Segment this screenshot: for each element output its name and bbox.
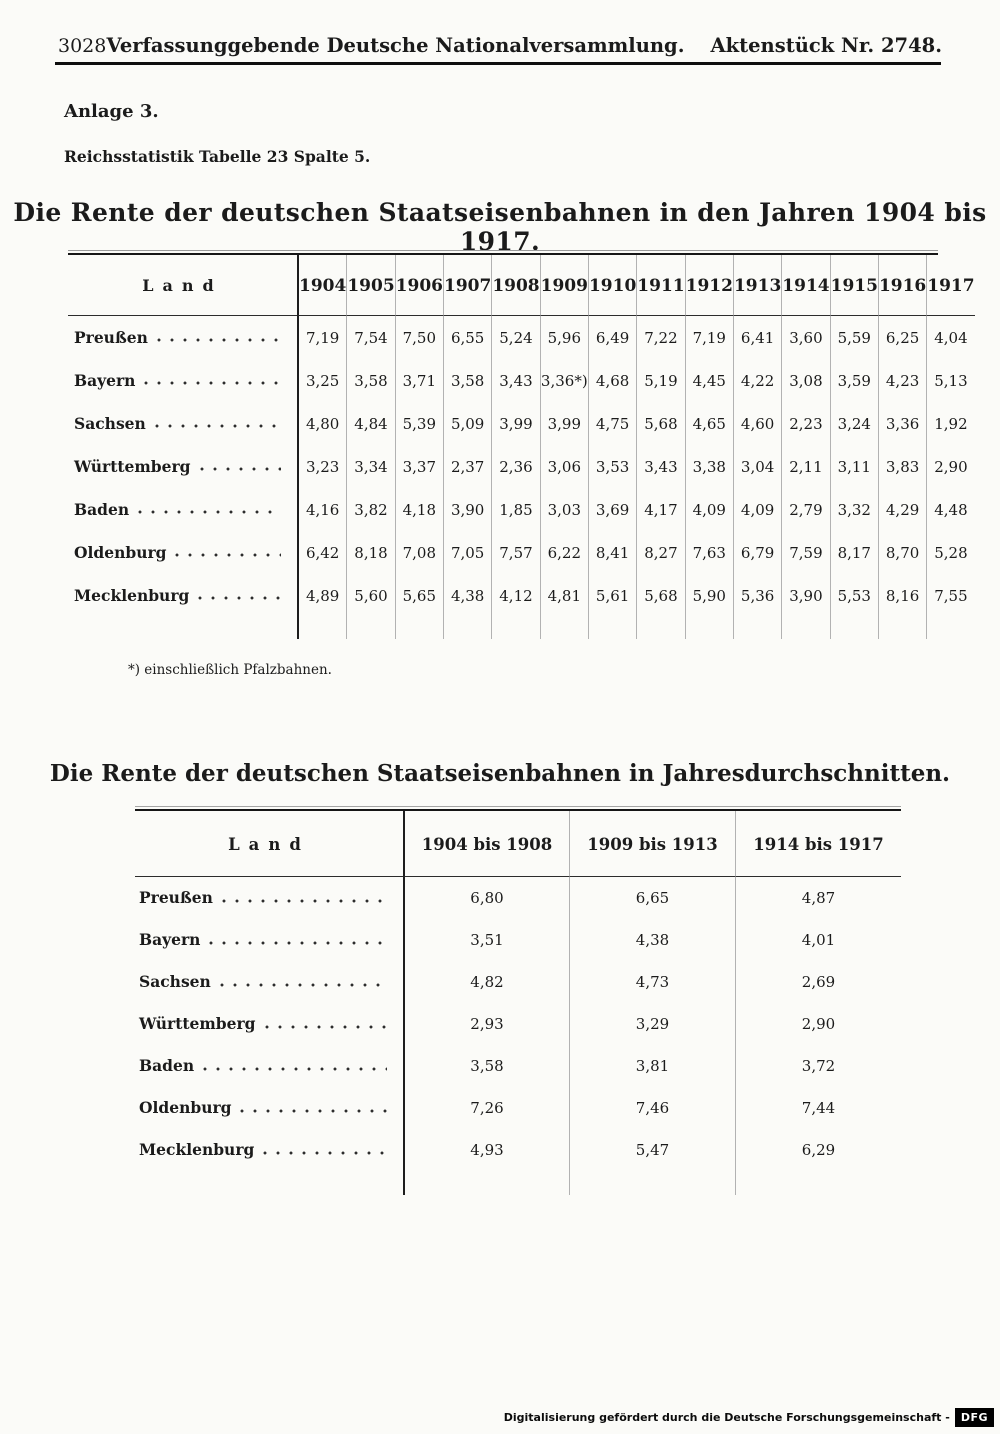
table1-footnote: *) einschließlich Pfalzbahnen. <box>128 662 332 678</box>
table1-cell: 3,43 <box>636 445 684 488</box>
table2-spacer <box>735 1171 901 1195</box>
table1-row-land <box>68 574 297 617</box>
dot-leader <box>175 553 281 557</box>
table1-year-header: 1906 <box>395 255 443 316</box>
table2 <box>135 806 901 1195</box>
table1-cell: 6,42 <box>297 531 346 574</box>
table1-cell: 3,58 <box>346 359 394 402</box>
table1-cell: 3,82 <box>346 488 394 531</box>
table2-cell: 6,65 <box>569 877 735 919</box>
table2-cell: 4,73 <box>569 961 735 1003</box>
land-label: Preußen <box>74 328 148 347</box>
table1-year-header: 1917 <box>926 255 974 316</box>
table1-year-header: 1905 <box>346 255 394 316</box>
table2-cell: 4,01 <box>735 919 901 961</box>
table1-spacer <box>540 617 588 639</box>
table1-cell: 4,65 <box>685 402 733 445</box>
dot-leader <box>240 1109 387 1113</box>
table1-cell: 2,79 <box>781 488 829 531</box>
land-label: Baden <box>139 1056 195 1075</box>
table2-title: Die Rente der deutschen Staatseisenbahnen in Jahresdurchschnitten. <box>49 760 951 787</box>
table1-year-header: 1916 <box>878 255 926 316</box>
table1-cell: 4,45 <box>685 359 733 402</box>
table2-cell: 4,93 <box>403 1129 569 1171</box>
table2-cell: 4,87 <box>735 877 901 919</box>
table1-cell: 5,24 <box>491 316 539 359</box>
table1-cell: 2,11 <box>781 445 829 488</box>
table2-cell: 3,29 <box>569 1003 735 1045</box>
table1-cell: 3,71 <box>395 359 443 402</box>
table2-spacer <box>569 1171 735 1195</box>
land-label: Bayern <box>139 930 201 949</box>
table1-cell: 4,23 <box>878 359 926 402</box>
land-label: Württemberg <box>139 1014 256 1033</box>
table1-cell: 3,24 <box>830 402 878 445</box>
table2-cell: 3,58 <box>403 1045 569 1087</box>
table1-cell: 4,29 <box>878 488 926 531</box>
running-head-title <box>107 34 943 57</box>
dot-leader <box>138 510 281 514</box>
table1-cell: 3,58 <box>443 359 491 402</box>
table1-spacer <box>395 617 443 639</box>
table1-cell: 4,16 <box>297 488 346 531</box>
table1-spacer <box>685 617 733 639</box>
table1-year-header: 1912 <box>685 255 733 316</box>
table1-cell: 4,48 <box>926 488 974 531</box>
table1-cell: 5,61 <box>588 574 636 617</box>
table1-row-land <box>68 402 297 445</box>
table2-spacer <box>403 1171 569 1195</box>
table1-cell: 6,79 <box>733 531 781 574</box>
table2-cell: 6,29 <box>735 1129 901 1171</box>
table1-spacer <box>297 617 346 639</box>
table1-spacer <box>636 617 684 639</box>
table1-cell: 7,57 <box>491 531 539 574</box>
table1-row-land <box>68 488 297 531</box>
table1-spacer <box>588 617 636 639</box>
dot-leader <box>265 1025 388 1029</box>
dot-leader <box>144 381 281 385</box>
table1-cell: 4,04 <box>926 316 974 359</box>
table1-cell: 4,81 <box>540 574 588 617</box>
table1-cell: 8,16 <box>878 574 926 617</box>
table1-grid <box>68 253 975 639</box>
document-number: Aktenstück Nr. 2748. <box>710 34 942 57</box>
table1-year-header: 1908 <box>491 255 539 316</box>
table2-period-header: 1909 bis 1913 <box>569 811 735 877</box>
table1-cell: 8,41 <box>588 531 636 574</box>
table1-cell: 8,18 <box>346 531 394 574</box>
table1-cell: 7,50 <box>395 316 443 359</box>
table2-cell: 2,90 <box>735 1003 901 1045</box>
assembly-title: Verfassunggebende Deutsche Nationalversammlung. <box>106 34 685 57</box>
annex-label: Anlage 3. <box>64 101 159 122</box>
table1-cell: 3,37 <box>395 445 443 488</box>
table1-spacer <box>878 617 926 639</box>
table2-grid <box>135 809 901 1195</box>
table1-cell: 7,22 <box>636 316 684 359</box>
land-label: Baden <box>74 500 130 519</box>
table1-row-land <box>68 359 297 402</box>
table2-spacer <box>135 1171 403 1195</box>
page-number: 3028 <box>58 35 107 57</box>
table1-cell: 5,36 <box>733 574 781 617</box>
dot-leader <box>157 338 281 342</box>
table1-year-header: 1911 <box>636 255 684 316</box>
land-label: Preußen <box>139 888 213 907</box>
table1-cell: 2,37 <box>443 445 491 488</box>
table1-cell: 3,03 <box>540 488 588 531</box>
table2-row-land <box>135 1003 403 1045</box>
dot-leader <box>198 596 281 600</box>
table1-cell: 7,54 <box>346 316 394 359</box>
land-label: Sachsen <box>139 972 211 991</box>
table1-cell: 4,18 <box>395 488 443 531</box>
table1-spacer <box>346 617 394 639</box>
table2-period-header: 1914 bis 1917 <box>735 811 901 877</box>
table1-year-header: 1904 <box>297 255 346 316</box>
land-label: Mecklenburg <box>139 1140 255 1159</box>
table1-cell: 5,90 <box>685 574 733 617</box>
table1-cell: 2,36 <box>491 445 539 488</box>
table1-cell: 3,38 <box>685 445 733 488</box>
table2-cell: 3,72 <box>735 1045 901 1087</box>
table1-cell: 7,08 <box>395 531 443 574</box>
table1-cell: 5,53 <box>830 574 878 617</box>
table2-row-land <box>135 1129 403 1171</box>
table2-row-land <box>135 1045 403 1087</box>
table1-row-land <box>68 316 297 359</box>
table2-cell: 2,69 <box>735 961 901 1003</box>
table2-row-land <box>135 877 403 919</box>
land-label: Bayern <box>74 371 136 390</box>
table1-cell: 4,38 <box>443 574 491 617</box>
table1-cell: 4,22 <box>733 359 781 402</box>
table1-cell: 3,83 <box>878 445 926 488</box>
table1-cell: 3,43 <box>491 359 539 402</box>
table2-period-header: 1904 bis 1908 <box>403 811 569 877</box>
table1-cell: 6,49 <box>588 316 636 359</box>
table1-year-header: 1913 <box>733 255 781 316</box>
table1-year-header: 1910 <box>588 255 636 316</box>
table1-cell: 2,90 <box>926 445 974 488</box>
table1-spacer <box>491 617 539 639</box>
table1-cell: 1,85 <box>491 488 539 531</box>
table2-cell: 4,38 <box>569 919 735 961</box>
table1-year-header: 1915 <box>830 255 878 316</box>
dfg-logo: DFG <box>955 1408 994 1427</box>
table1-cell: 3,25 <box>297 359 346 402</box>
land-label: Mecklenburg <box>74 586 190 605</box>
table2-cell: 2,93 <box>403 1003 569 1045</box>
table1-cell: 5,28 <box>926 531 974 574</box>
source-note: Reichsstatistik Tabelle 23 Spalte 5. <box>64 147 371 166</box>
table1-cell: 5,68 <box>636 402 684 445</box>
table1-spacer <box>443 617 491 639</box>
digitization-credit <box>504 1408 994 1427</box>
table1-cell: 3,32 <box>830 488 878 531</box>
table1-cell: 8,17 <box>830 531 878 574</box>
table1-cell: 4,60 <box>733 402 781 445</box>
table1-spacer <box>68 617 297 639</box>
table1-cell: 5,65 <box>395 574 443 617</box>
table1-cell: 5,13 <box>926 359 974 402</box>
table1-cell: 4,75 <box>588 402 636 445</box>
dot-leader <box>263 1151 387 1155</box>
table1-cell: 5,39 <box>395 402 443 445</box>
table1-cell: 7,19 <box>297 316 346 359</box>
credit-text: Digitalisierung gefördert durch die Deutsche Forschungsgemeinschaft - <box>503 1411 950 1424</box>
table1-cell: 3,23 <box>297 445 346 488</box>
table1-row-land <box>68 531 297 574</box>
dot-leader <box>209 941 387 945</box>
table1-cell: 7,55 <box>926 574 974 617</box>
land-label: Sachsen <box>74 414 146 433</box>
table1-cell: 3,69 <box>588 488 636 531</box>
table1-cell: 5,60 <box>346 574 394 617</box>
dot-leader <box>155 424 281 428</box>
table1-cell: 4,89 <box>297 574 346 617</box>
table1-spacer <box>926 617 974 639</box>
land-label: Oldenburg <box>74 543 167 562</box>
table1-cell: 3,59 <box>830 359 878 402</box>
table1-cell: 7,05 <box>443 531 491 574</box>
table1-cell: 2,23 <box>781 402 829 445</box>
table1-cell: 8,70 <box>878 531 926 574</box>
table1-cell: 3,08 <box>781 359 829 402</box>
table2-land-header: Land <box>135 811 403 877</box>
table2-cell: 7,46 <box>569 1087 735 1129</box>
table2-cell: 4,82 <box>403 961 569 1003</box>
table1-cell: 5,09 <box>443 402 491 445</box>
running-head <box>58 34 942 57</box>
table1-cell: 6,41 <box>733 316 781 359</box>
table2-cell: 7,26 <box>403 1087 569 1129</box>
table1-cell: 6,55 <box>443 316 491 359</box>
table2-cell: 6,80 <box>403 877 569 919</box>
dot-leader <box>203 1067 387 1071</box>
table1-cell: 3,36*) <box>540 359 588 402</box>
table2-row-land <box>135 919 403 961</box>
table1-cell: 3,99 <box>491 402 539 445</box>
table1-year-header: 1907 <box>443 255 491 316</box>
land-label: Württemberg <box>74 457 191 476</box>
table1-title: Die Rente der deutschen Staatseisenbahnen in den Jahren 1904 bis 1917. <box>13 198 987 256</box>
table1-cell: 4,09 <box>733 488 781 531</box>
table1-year-header: 1909 <box>540 255 588 316</box>
table1-cell: 5,96 <box>540 316 588 359</box>
table1-cell: 3,34 <box>346 445 394 488</box>
table1-cell: 4,09 <box>685 488 733 531</box>
table1-spacer <box>830 617 878 639</box>
table2-row-land <box>135 1087 403 1129</box>
table1 <box>68 250 975 639</box>
table2-row-land <box>135 961 403 1003</box>
table2-cell: 7,44 <box>735 1087 901 1129</box>
table1-cell: 7,19 <box>685 316 733 359</box>
table1-cell: 8,27 <box>636 531 684 574</box>
table1-row-land <box>68 445 297 488</box>
table1-cell: 4,68 <box>588 359 636 402</box>
dot-leader <box>220 983 387 987</box>
header-rule <box>55 62 941 65</box>
table1-cell: 4,12 <box>491 574 539 617</box>
table1-year-header: 1914 <box>781 255 829 316</box>
table1-cell: 3,06 <box>540 445 588 488</box>
land-label: Oldenburg <box>139 1098 232 1117</box>
table1-cell: 3,90 <box>781 574 829 617</box>
table1-cell: 3,36 <box>878 402 926 445</box>
table2-cell: 5,47 <box>569 1129 735 1171</box>
table1-cell: 3,99 <box>540 402 588 445</box>
table1-cell: 5,59 <box>830 316 878 359</box>
table1-cell: 3,53 <box>588 445 636 488</box>
table1-cell: 6,25 <box>878 316 926 359</box>
dot-leader <box>222 899 387 903</box>
table1-land-header: Land <box>68 255 297 316</box>
table2-cell: 3,51 <box>403 919 569 961</box>
table1-spacer <box>781 617 829 639</box>
table1-cell: 7,59 <box>781 531 829 574</box>
dot-leader <box>200 467 282 471</box>
table1-cell: 5,68 <box>636 574 684 617</box>
table1-spacer <box>733 617 781 639</box>
table1-cell: 6,22 <box>540 531 588 574</box>
table1-cell: 3,90 <box>443 488 491 531</box>
table1-cell: 3,04 <box>733 445 781 488</box>
table1-cell: 4,84 <box>346 402 394 445</box>
table1-cell: 5,19 <box>636 359 684 402</box>
table1-cell: 3,11 <box>830 445 878 488</box>
table2-cell: 3,81 <box>569 1045 735 1087</box>
table1-cell: 4,80 <box>297 402 346 445</box>
table1-cell: 1,92 <box>926 402 974 445</box>
table1-cell: 4,17 <box>636 488 684 531</box>
table1-cell: 7,63 <box>685 531 733 574</box>
table1-cell: 3,60 <box>781 316 829 359</box>
